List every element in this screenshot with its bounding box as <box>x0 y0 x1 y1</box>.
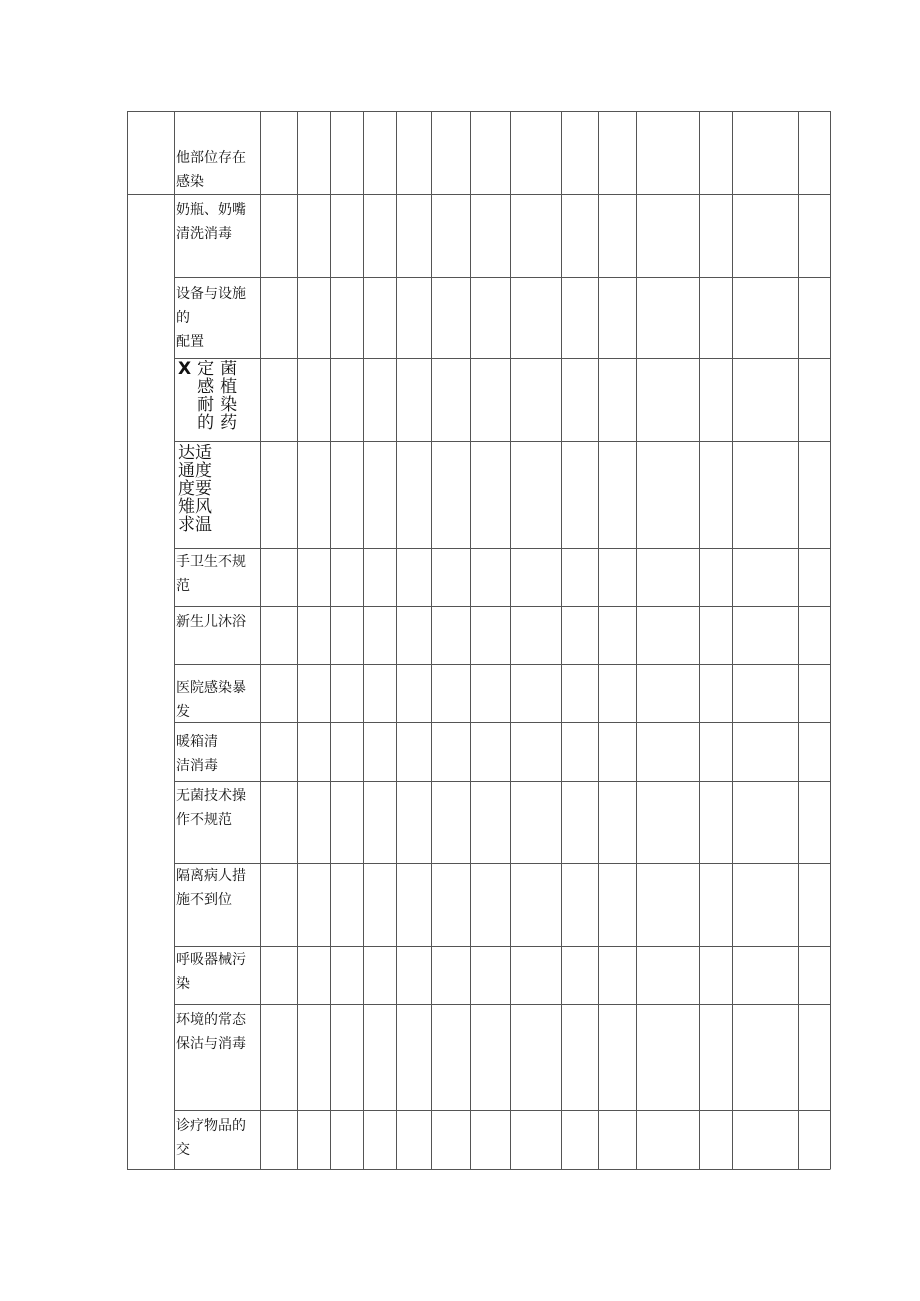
row-label-newborn-bath: 新生儿沐浴 <box>176 614 246 630</box>
row-label-environment: 环境的常态 保沽与消毒 <box>176 1012 246 1052</box>
x-mark: X <box>178 360 192 379</box>
row-label-hand-hygiene: 手卫生不规 范 <box>176 554 246 594</box>
row-label-medical-items: 诊疗物品的 交 <box>176 1118 246 1158</box>
row-label-bottle-disinfection: 奶瓶、奶嘴 清洗消毒 <box>176 202 246 242</box>
row-label-other-site-infection: 他部位存在 感染 <box>176 150 246 190</box>
row-label-colonization-col2: 菌 植 染 药 <box>220 360 238 432</box>
row-label-equipment-config: 设备与设施 的 配置 <box>176 286 246 350</box>
row-label-infection-outbreak: 医院感染暴 发 <box>176 680 246 720</box>
row-label-colonization <box>178 360 260 432</box>
row-label-ventilation: 达适 通度 度要 雉风 求温 <box>178 444 212 534</box>
row-label-respiratory: 呼吸器械污 染 <box>176 952 246 992</box>
row-label-colonization-col1: 定 感 耐 的 <box>197 360 215 432</box>
row-label-aseptic: 无菌技术操 作不规范 <box>176 788 246 828</box>
row-label-isolation: 隔离病人措 施不到位 <box>176 868 246 908</box>
row-label-incubator: 暖箱清 洁消毒 <box>176 734 218 774</box>
